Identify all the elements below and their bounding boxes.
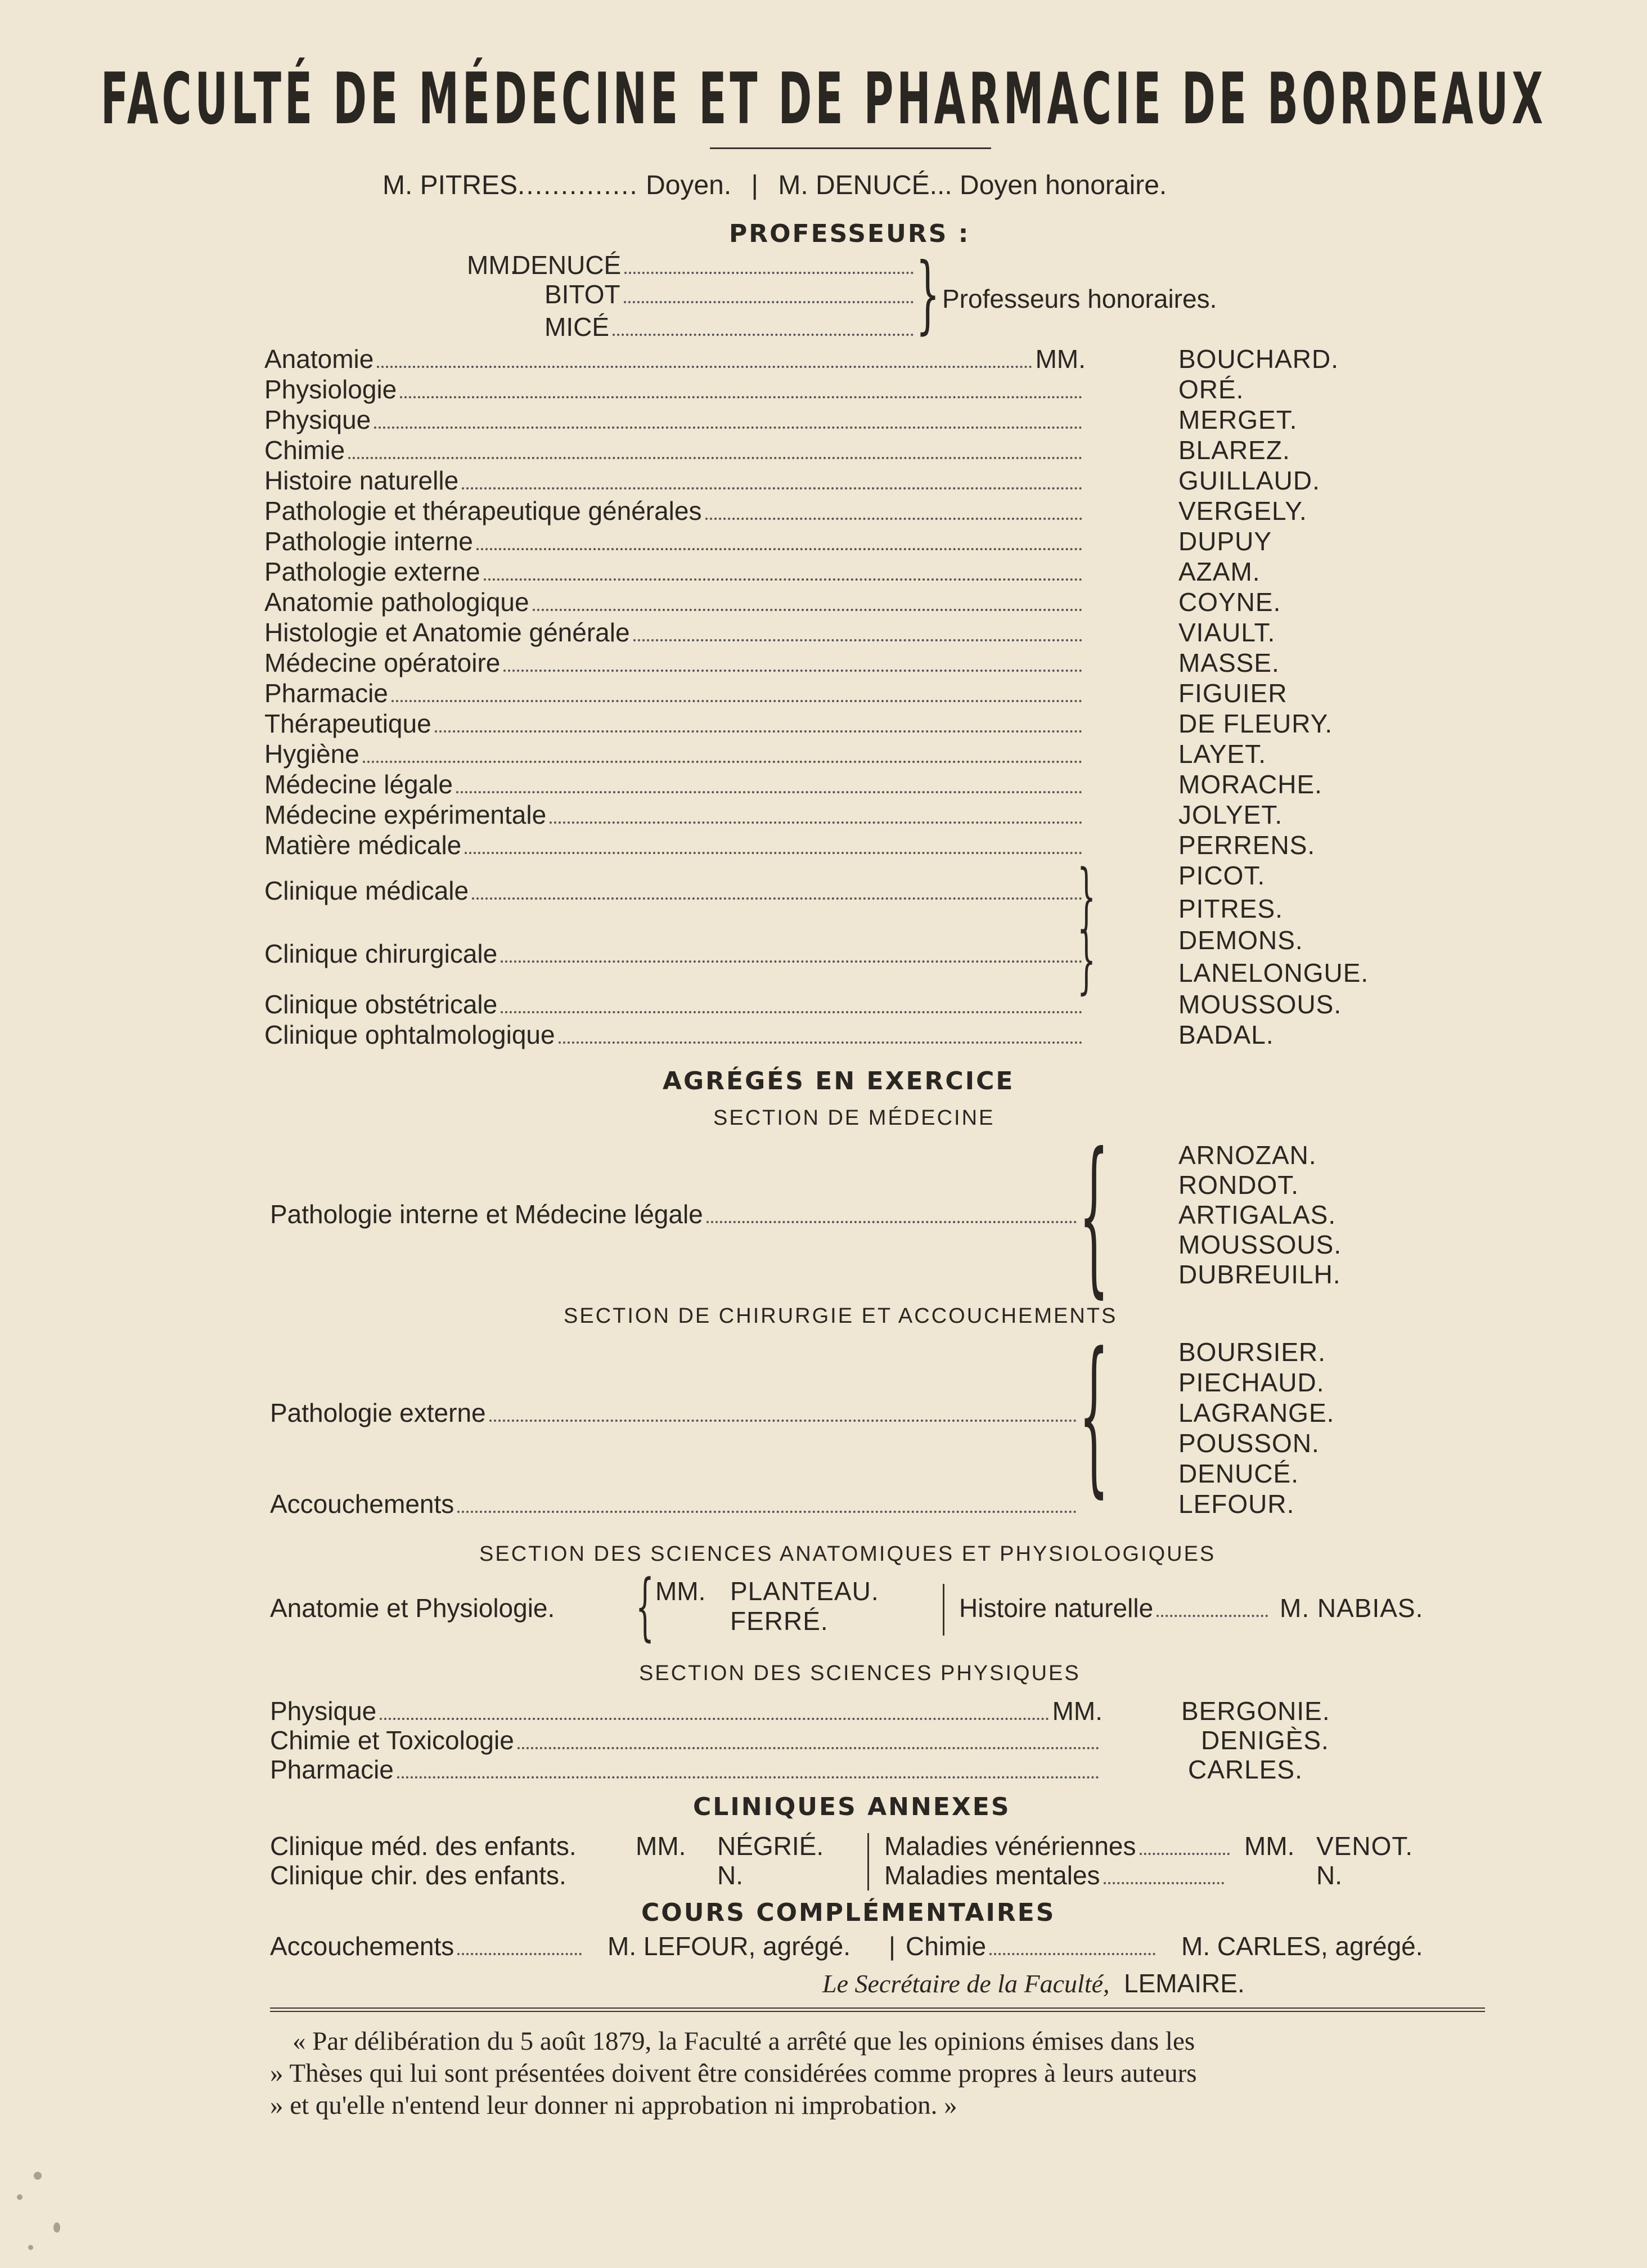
chair-row <box>264 741 1086 769</box>
cours-right-name: M. CARLES, agrégé. <box>1181 1932 1423 1961</box>
chair-row <box>264 437 1086 465</box>
annexe-left-name: N. <box>717 1861 743 1890</box>
mm-prefix: MM. <box>1244 1831 1295 1861</box>
chair-professor: BOUCHARD. <box>1178 344 1339 374</box>
chair-professor: PERRENS. <box>1178 830 1316 860</box>
agrege-name: ARTIGALAS. <box>1178 1200 1336 1229</box>
mm-prefix: MM. <box>1035 344 1086 374</box>
honorary-dean: M. DENUCÉ... <box>778 170 952 200</box>
ink-spot <box>17 2194 22 2200</box>
chair-row <box>264 832 1086 860</box>
chair-professor: MOUSSOUS. <box>1178 990 1342 1019</box>
agrege-name: POUSSON. <box>1178 1429 1320 1458</box>
honorary-dean-role: Doyen honoraire. <box>960 170 1167 200</box>
chair-row <box>264 680 1086 708</box>
chair-professor: LAYET. <box>1178 739 1266 769</box>
agrege-row <box>270 1727 1102 1755</box>
chair-professor: PITRES. <box>1178 894 1283 923</box>
chair-professor: ORÉ. <box>1178 375 1244 404</box>
chair-row <box>264 941 1086 968</box>
chair-subject: Clinique médicale <box>264 876 469 905</box>
chair-row <box>264 407 1086 434</box>
mm-prefix: MM. <box>1052 1696 1102 1726</box>
honorary-name: BITOT <box>544 280 620 309</box>
title-rule <box>710 147 991 149</box>
notice-line: » et qu'elle n'entend leur donner ni approbation ni improbation. » <box>270 2091 957 2120</box>
chair-row <box>264 346 1086 374</box>
section-medecine-heading: SECTION DE MÉDECINE <box>713 1106 995 1130</box>
dean-line: M. PITRES.............. Doyen. | M. DENUCÉ... Doyen honoraire. <box>382 170 1167 200</box>
ink-spot <box>28 2245 33 2250</box>
agrege-name: ARNOZAN. <box>1178 1140 1317 1170</box>
page-title: FACULTÉ DE MÉDECINE ET DE PHARMACIE DE BORDEAUX <box>100 57 1546 140</box>
agrege-row <box>270 1201 1080 1229</box>
chair-subject: Histoire naturelle <box>264 466 459 495</box>
agrege-subject: Pharmacie <box>270 1755 394 1784</box>
notice-line: « Par délibération du 5 août 1879, la Faculté a arrêté que les opinions émises dans les <box>292 2027 1195 2056</box>
chair-professor: DEMONS. <box>1178 926 1303 955</box>
chair-professor: DUPUY <box>1178 527 1272 556</box>
chair-subject: Clinique chirurgicale <box>264 939 498 968</box>
chair-professor: LANELONGUE. <box>1178 958 1369 987</box>
medecine-brace: { <box>1079 1117 1109 1313</box>
agrege-name: DUBREUILH. <box>1178 1260 1341 1289</box>
chair-professor: VIAULT. <box>1178 618 1276 647</box>
chair-row <box>264 468 1086 495</box>
column-divider <box>943 1584 944 1636</box>
secretaire-name: LEMAIRE. <box>1124 1969 1245 1998</box>
chair-subject: Pathologie interne <box>264 527 473 556</box>
chair-professor: BLAREZ. <box>1178 435 1290 465</box>
agreges-heading: AGRÉGÉS EN EXERCICE <box>663 1067 1015 1095</box>
chair-professor: MERGET. <box>1178 405 1298 434</box>
secretaire-line <box>822 1970 1245 1997</box>
agrege-row <box>270 1400 1080 1427</box>
honorary-name: DENUCÉ <box>512 250 622 280</box>
honorary-prefix: MM. <box>467 250 518 280</box>
agrege-row <box>959 1595 1271 1623</box>
honorary-row <box>512 252 917 280</box>
cours-right-subject: Chimie <box>906 1932 987 1961</box>
chair-professor: MASSE. <box>1178 648 1280 677</box>
chair-subject: Matière médicale <box>264 830 462 860</box>
chair-row <box>264 559 1086 586</box>
agrege-row <box>270 1757 1102 1784</box>
chair-row <box>264 878 1086 905</box>
section-anatomiques-heading: SECTION DES SCIENCES ANATOMIQUES ET PHYSIOLOGIQUES <box>479 1542 1216 1566</box>
agrege-name: LEFOUR. <box>1178 1489 1295 1519</box>
chair-row <box>264 528 1086 556</box>
clinique-chirurgicale-brace: } <box>1077 917 1096 1002</box>
cours-right-row <box>906 1933 1159 1961</box>
chirurgie-brace: { <box>1079 1317 1109 1513</box>
annexe-left-label: Clinique méd. des enfants. <box>270 1831 577 1861</box>
dean-role: Doyen. <box>646 170 732 200</box>
chair-professor: COYNE. <box>1178 587 1281 617</box>
chair-row <box>264 376 1086 404</box>
honorary-row <box>544 314 917 342</box>
notice-rule <box>270 2011 1485 2012</box>
agrege-subject: Pathologie externe <box>270 1398 486 1427</box>
chair-professor: DE FLEURY. <box>1178 709 1333 738</box>
annexe-right-row <box>884 1862 1227 1890</box>
chair-subject: Pathologie externe <box>264 557 480 586</box>
cours-heading: COURS COMPLÉMENTAIRES <box>641 1898 1056 1927</box>
cours-left-name: M. LEFOUR, agrégé. <box>608 1932 851 1961</box>
agrege-name: CARLES. <box>1188 1755 1303 1784</box>
annexe-right-label: Maladies vénériennes <box>884 1831 1136 1861</box>
chair-subject: Hygiène <box>264 739 359 769</box>
chair-subject: Clinique obstétricale <box>264 990 498 1019</box>
cliniques-annexes-heading: CLINIQUES ANNEXES <box>693 1793 1011 1821</box>
agrege-row <box>270 1491 1080 1519</box>
agrege-name: BOURSIER. <box>1178 1337 1326 1367</box>
cours-left-subject: Accouchements <box>270 1932 454 1961</box>
chair-row <box>264 1022 1086 1049</box>
ink-spot <box>53 2222 60 2233</box>
honorary-name: MICÉ <box>544 312 609 342</box>
notice-rule <box>270 2007 1485 2009</box>
cours-left-row <box>270 1933 585 1961</box>
agrege-name: FERRÉ. <box>730 1606 829 1636</box>
agrege-subject: Histoire naturelle <box>959 1593 1154 1623</box>
chair-subject: Anatomie pathologique <box>264 587 529 617</box>
chair-subject: Médecine opératoire <box>264 648 501 677</box>
agrege-name: M. NABIAS. <box>1280 1593 1424 1623</box>
chair-row <box>264 711 1086 738</box>
agrege-subject: Physique <box>270 1696 377 1726</box>
agrege-name: PIECHAUD. <box>1178 1368 1325 1397</box>
annexe-right-row <box>884 1833 1233 1861</box>
chair-professor: FIGUIER <box>1178 679 1288 708</box>
agrege-name: BERGONIE. <box>1181 1696 1330 1726</box>
anatomiques-brace: { <box>636 1564 655 1649</box>
column-divider <box>867 1833 869 1890</box>
annexe-right-name: N. <box>1316 1861 1342 1890</box>
annexe-right-label: Maladies mentales <box>884 1861 1100 1890</box>
chair-row <box>264 802 1086 829</box>
agrege-name: DENIGÈS. <box>1201 1726 1329 1755</box>
dean-name: M. PITRES <box>382 170 518 200</box>
chair-row <box>264 650 1086 677</box>
honorary-label: Professeurs honoraires. <box>942 284 1217 313</box>
chair-professor: MORACHE. <box>1178 770 1322 799</box>
annexe-left-name: NÉGRIÉ. <box>717 1831 824 1861</box>
chair-subject: Chimie <box>264 435 345 465</box>
notice-line: » Thèses qui lui sont présentées doivent être considérées comme propres à leurs auteurs <box>270 2059 1197 2088</box>
chair-row <box>264 771 1086 799</box>
ink-spot <box>34 2172 42 2180</box>
clinique-medicale-brace: } <box>1077 854 1096 939</box>
agrege-subject: Chimie et Toxicologie <box>270 1726 514 1755</box>
section-chirurgie-heading: SECTION DE CHIRURGIE ET ACCOUCHEMENTS <box>564 1304 1118 1328</box>
agrege-name: MOUSSOUS. <box>1178 1230 1342 1259</box>
chair-subject: Physiologie <box>264 375 397 404</box>
chair-professor: GUILLAUD. <box>1178 466 1320 495</box>
annexe-right-name: VENOT. <box>1316 1831 1414 1861</box>
mm-prefix: MM. <box>636 1831 686 1861</box>
chair-row <box>264 991 1086 1019</box>
chair-subject: Anatomie <box>264 344 374 374</box>
chair-row <box>264 498 1086 526</box>
honorary-brace: } <box>916 245 940 343</box>
chair-professor: PICOT. <box>1178 861 1266 890</box>
chair-professor: VERGELY. <box>1178 496 1307 526</box>
chair-professor: JOLYET. <box>1178 800 1283 829</box>
mm-prefix: MM. <box>655 1577 706 1606</box>
chair-subject: Clinique ophtalmologique <box>264 1020 555 1049</box>
honorary-row <box>544 281 917 309</box>
secretaire-label: Le Secrétaire de la Faculté, <box>822 1969 1110 1998</box>
chair-professor: BADAL. <box>1178 1020 1274 1049</box>
column-divider: | <box>889 1932 896 1961</box>
section-physiques-heading: SECTION DES SCIENCES PHYSIQUES <box>639 1661 1081 1685</box>
chair-row <box>264 619 1086 647</box>
chair-subject: Pathologie et thérapeutique générales <box>264 496 702 526</box>
chair-subject: Médecine légale <box>264 770 453 799</box>
agrege-subject: Pathologie interne et Médecine légale <box>270 1200 703 1229</box>
agrege-name: RONDOT. <box>1178 1170 1299 1200</box>
annexe-left-label: Clinique chir. des enfants. <box>270 1861 566 1890</box>
agrege-subject: Accouchements <box>270 1489 454 1519</box>
agrege-name: LAGRANGE. <box>1178 1398 1335 1427</box>
agrege-name: DENUCÉ. <box>1178 1459 1299 1488</box>
chair-row <box>264 589 1086 617</box>
agrege-row <box>270 1698 1102 1726</box>
chair-subject: Physique <box>264 405 371 434</box>
agrege-name: PLANTEAU. <box>730 1577 879 1606</box>
chair-professor: AZAM. <box>1178 557 1261 586</box>
chair-subject: Thérapeutique <box>264 709 431 738</box>
chair-subject: Médecine expérimentale <box>264 800 547 829</box>
professeurs-heading: PROFESSEURS : <box>729 219 970 248</box>
chair-subject: Pharmacie <box>264 679 388 708</box>
chair-subject: Histologie et Anatomie générale <box>264 618 630 647</box>
agrege-subject: Anatomie et Physiologie. <box>270 1593 555 1623</box>
